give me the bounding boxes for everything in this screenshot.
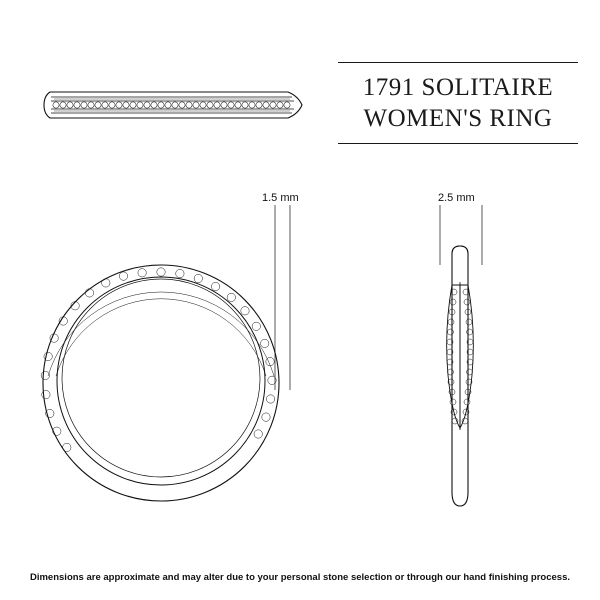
title-line-1: 1791 SOLITAIRE (362, 74, 554, 101)
thickness-dimension-label: 2.5 mm (438, 192, 475, 204)
side-profile-view (30, 70, 320, 140)
cross-section-view (420, 240, 520, 515)
title-rule-bottom (338, 143, 578, 144)
title-line-2: WOMEN'S RING (363, 105, 553, 132)
title-block (338, 62, 578, 144)
title-rule-top (338, 62, 578, 63)
footer-disclaimer: Dimensions are approximate and may alter due to your personal stone selection or through our hand finishing process. (29, 572, 571, 583)
width-dimension-label: 1.5 mm (262, 192, 299, 204)
front-circle-view (28, 248, 308, 508)
